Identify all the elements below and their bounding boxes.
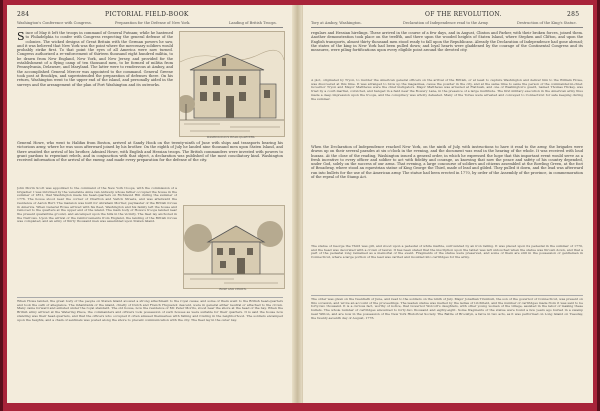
- left-body-col3: When Howe landed, the great body of the people on Staten Island avowed a strong attachment to the royal cause; and some of them went to the British head-quarters and took the oath of allegiance. The inhabitants of the island, chiefly of Dutch and French Huguenot descent, were in general either neutral or attached to the crown. Many came forward and enlisted under the royal standard. The old house, now the residence of Mr. Peter Morris, stood near the shore at the head of the bay. When the British army arrived at the Watering Place, the commanders and officers took possession of such houses as were suitable for their quarters. It is said the house now standing was their head-quarters, and that the officers who occupied it often amused themselves with fishing and fowling in the neighborhood. The soldiers encamped upon the heights, and a chain of sentinels was posted along the shore to prevent communication with the city. The fleet lay in the outer bay.: [17, 300, 283, 322]
- illustration-headquarters: [179, 31, 285, 137]
- right-running-head-2: Declaration of Independence read to the Army.: [403, 21, 489, 25]
- left-footnote-divider: [17, 297, 283, 298]
- right-page-number: 285: [567, 11, 580, 18]
- right-body-col2: A plot, originated by Tryon, to murder the American general officers on the arrival of the British, or at least to capture Washington and deliver him to the William Howe, was discovered at this time. It was arranged to blow up the magazines, cause the powder in the city, and at the same time to seize the person of the commander-in-chief. Governor Tryon and Mayor Matthews were the chief instigators. Major Matthews was arrested at Flatbush, and one of Washington's guard, named Thomas Hickey, was tried by a court-martial, convicted, and hanged in a field near the Bowery Lane, in the presence of a large multitude. The first military execution in the American army thus made a deep impression upon the troops, and the conspiracy was wholly defeated. Many of the Tories were arrested and conveyed to Connecticut for safe keeping during the summer.: [311, 79, 583, 101]
- left-running-head-1: Washington's Conference with Congress.: [17, 21, 92, 25]
- left-body-col2: General Howe, who went to Halifax from Boston, arrived at Sandy Hook on the twenty-ninth of June with ships and transports bearing his victorious army, where he was soon afterward joined by his brother. On the eighth of July he landed nine thousand men upon Staten Island, and there awaited the arrival of his brother, Admiral Howe, with English and Hessian troops. The British commanders were invested with powers to grant pardons to repentant rebels, and in conjunction with that object, a declaration was published of the most conciliatory kind. Washington received information of the arrival of the enemy, and made every preparation for the defense of the city.: [17, 141, 283, 163]
- left-header-rule: [17, 27, 283, 28]
- left-page-number: 284: [17, 11, 30, 18]
- right-body-col4: The statue of George the Third was gilt, and stood upon a pedestal of white marble, surrounded by an iron railing. It was placed upon its pedestal in the summer of 1770, and the head was decorated with a crown of laurel. It has been stated that the inscription upon the tablet was left untouched when the statue was thrown down, and that a part of the pedestal long remained as a memorial of the event. Fragments of the statue were preserved, and some of them are still in the possession of gentlemen in Connecticut, where a large portion of the lead was carried and moulded into cartridges for the army.: [311, 245, 583, 260]
- left-running-head-2: Preparation for the Defense of New York.: [115, 21, 191, 25]
- dropcap: S: [17, 31, 25, 43]
- right-page: [302, 5, 593, 403]
- left-running-head-3: Landing of British Troops.: [229, 21, 277, 25]
- right-page-title: OF THE REVOLUTION.: [425, 11, 502, 18]
- right-footnotes: The order was given on the twentieth of June, and read to the soldiers on the ninth of July. Major Jonathan Trumbull, the son of the governor of Connecticut, was present on this occasion, and wrote an account of the proceedings. The leaden statue was melted by the ladies of Litchfield, and the number of cartridges made from it was said to be forty-two thousand. It is a curious fact, worthy of notice, that Governor Wolcott's daughters, with other young women of the village, assisted in the labor of making these bullets. The whole number of cartridges amounted to forty-two thousand and eighty-eight. Some fragments of the statue were found a few years ago buried in a swamp near Wilton, and are now in the possession of the New York Historical Society. The Battle of Brooklyn, a farce in two acts, as it was performed on Long Island on Tuesday, the twenty-seventh day of August, 1776.: [311, 298, 583, 320]
- right-header-rule: [311, 27, 583, 28]
- left-page: [7, 5, 294, 403]
- right-running-head-1: Tory at Amboy, Washington.: [311, 21, 362, 25]
- left-page-title: PICTORIAL FIELD-BOOK: [105, 11, 189, 18]
- illustration-rose-and-crown-caption: ROSE AND CROWN.: [219, 288, 247, 291]
- left-body-col1-text: ince of May it left the troops in command of General Putnam; while he hastened to Philadelphia to confer with Congress respecting the general defense of the colonies. The wicked designs of Great Britain with the German powers he saw, and it was believed that New York was the point where the mercenary soldiers would probably strike first. To that point the eyes of all America were now turned. Congress authorized a re-enforcement of thirteen thousand eight hundred militia, to be drawn from New England, New York, and New Jersey, and provided for the establishment of a flying camp of ten thousand men, to be formed of militia from Pennsylvania, Delaware, and Maryland. The latter were to rendezvous at Amboy, and the accomplished General Mercer was appointed to the command. General Greene took post at Brooklyn, and superintended the preparation of defenses there. On his return, Washington went to the upper end of the island, and personally aided in the surveys and the arrangement of the plan of Fort Washington and its outworks.: [17, 31, 173, 87]
- cover-edge-left: [0, 0, 3, 411]
- right-footnote-divider: [311, 295, 583, 296]
- right-body-col3: When the Declaration of Independence reached New York, on the ninth of July, with instructions to have it read to the army, the brigades were drawn up on their several parades at six o'clock in the evening, and the document was read in the hearing of the whole. It was received with loud huzzas. At the close of the reading, Washington issued a general order, in which he expressed the hope that this important event would serve as a fresh incentive to every officer and soldier to act with fidelity and courage, as knowing that now the peace and safety of his country depended, under God, solely on the success of our arms. That evening, a large concourse of soldiers and citizens assembled at the Bowling Green, at the foot of Broadway, where stood an equestrian statue of King George the Third, made of lead and gilded. They pulled it down, and the lead was afterward run into bullets for the use of the American army. The statue had been erected in 1770, by order of the Assembly of the province, in commemoration of the repeal of the Stamp Act.: [311, 145, 583, 180]
- left-footnotes: John Morin Scott was appointed to the command of the New York troops, with the commission of a brigadier. I was informed by the venerable Anna van Antwerp whose father occupied the house in the summer of 1851, that Washington made his head-quarters on Richmond Hill during the summer of 1776. The house stood near the corner of Charlton and Varick Streets, and was afterward the residence of Aaron Burr. The mansion was built for Abraham Mortier, paymaster of the British forces in America. When General Howe arrived with his fleet, Washington and his family left the house and removed to the quarters at the upper end of the island. The main body of Howe's troops landed near the present quarantine ground, and encamped upon the hills in the vicinity. The fleet lay anchored in the Narrows. Upon the arrival of the reinforcements from England, the landing of the British forces was completed, and an army of thirty thousand men was assembled upon Staten Island.: [17, 187, 177, 224]
- rose-and-crown-engraving: [184, 206, 284, 288]
- headquarters-engraving: [180, 32, 284, 136]
- illustration-headquarters-caption: WASHINGTON'S HEAD-QUARTERS.: [206, 136, 256, 139]
- right-running-head-3: Destruction of the King's Statue.: [517, 21, 577, 25]
- right-body-col1: regulars and Hessian hirelings. These arrived in the course of a few days, and in August, Clinton and Parker, with their broken forces, joined them. Another demonstration took place on the twelfth, and there upon the wooded heights of Staten Island, where Stephen and Clifton, and upon the English transports, almost thirty thousand men stood ready to fall upon the Republicans. Already the Declaration of Independence had gone abroad; the states of the king in New York had been pulled down; and loyal hearts were gladdened by the courage of the Continental Congress and its measures, were piling fortifications upon every eligible point around the devoted city.: [311, 31, 583, 53]
- left-body-col1: [17, 31, 173, 139]
- illustration-rose-and-crown: [183, 205, 285, 289]
